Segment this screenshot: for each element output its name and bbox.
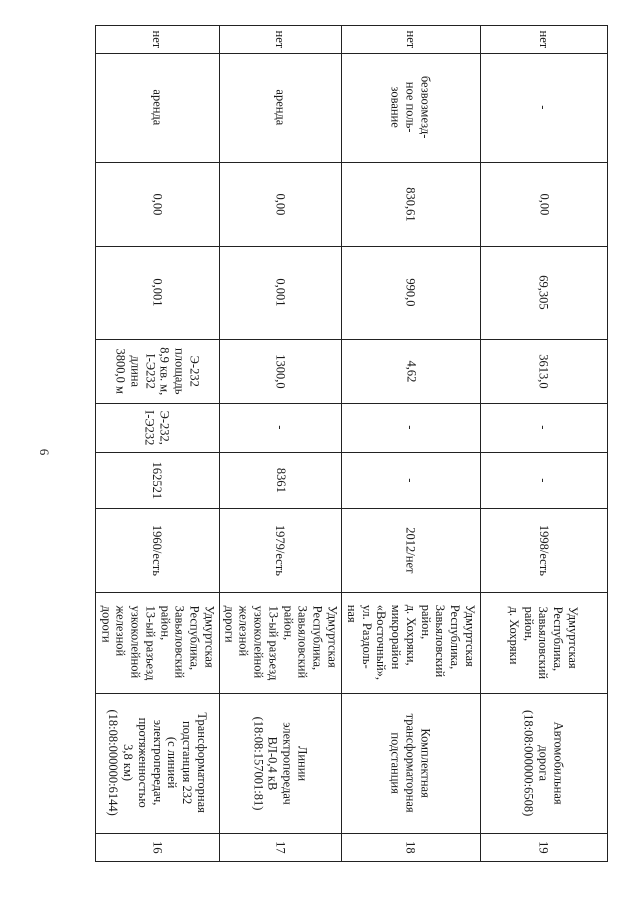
cell-location: Удмуртская Республика, Завьяловский район, 13-ый разъезд узкоколейной железной дороги [98,605,216,680]
cell-value-1: 69,305 [536,275,551,310]
cell-year: 1998/есть [536,524,551,576]
cell-value-2: 830,61 [403,186,418,222]
cell-location: Удмуртская Республика, Завьяловский район, 13-ый разъезд узкоколейной железной дороги [221,605,339,680]
cell-inventory: - [536,477,551,483]
cell-value-2: 0,00 [150,193,165,215]
cell-size: 1300,0 [273,353,288,389]
cell-number: 18 [403,840,418,854]
cell-number: 19 [536,840,551,854]
cell-name: Линии электропередач ВЛ-0,4 кВ (18:08:157001:81) [251,716,310,810]
cell-location: Удмуртская Республика, Завьяловский район, д. Хохряки, микрорайон «Восточный», ул. Раздоль- ная [344,604,477,681]
table-row [219,833,341,861]
cell-name: Автомобильная дорога (18:08:000000:6508) [522,709,566,817]
cell-value-1: 0,001 [273,278,288,307]
cell-value-2: 0,00 [273,193,288,215]
cell-encumbrance: нет [403,30,418,48]
page-number: 6 [37,448,52,456]
cell-year: 1960/есть [150,524,165,576]
cell-year: 2012/нет [403,526,418,574]
cell-use: - [536,105,551,110]
cell-value-1: 0,001 [150,278,165,307]
cell-literal: - [273,425,288,430]
cell-use: аренда [150,89,165,126]
table-row [480,833,607,861]
cell-name: Трансформаторная подстанция 232 (с линией электропередач, протяженностью 3,8 км) (18:08:000000:6144) [106,709,209,817]
cell-use: безвозмезд- ное поль- зование [389,76,433,139]
cell-encumbrance: нет [150,30,165,48]
cell-number: 16 [150,840,165,854]
cell-literal: Э-232, I-Э232 [142,409,172,446]
cell-size: 4,62 [403,360,418,382]
cell-location: Удмуртская Республика, Завьяловский район, д. Хохряки [507,606,581,679]
table-row [341,833,480,861]
cell-year: 1979/есть [273,524,288,576]
cell-number: 17 [273,840,288,854]
cell-inventory: 162521 [150,461,165,499]
cell-use: аренда [273,89,288,126]
property-table [95,25,608,861]
cell-inventory: 8361 [273,467,288,493]
cell-size: Э-232 площадь 8,9 кв. м, I-Э232 длина 3800,0 м [113,346,202,396]
cell-inventory: - [403,477,418,483]
table-row [95,833,219,861]
cell-encumbrance: нет [273,30,288,48]
cell-literal: - [403,425,418,430]
cell-literal: - [536,425,551,430]
cell-name: Комплектная трансформаторная подстанция [389,713,433,813]
cell-size: 3613,0 [536,353,551,389]
cell-value-2: 0,00 [536,193,551,215]
cell-encumbrance: нет [536,30,551,48]
cell-value-1: 990,0 [403,278,418,307]
